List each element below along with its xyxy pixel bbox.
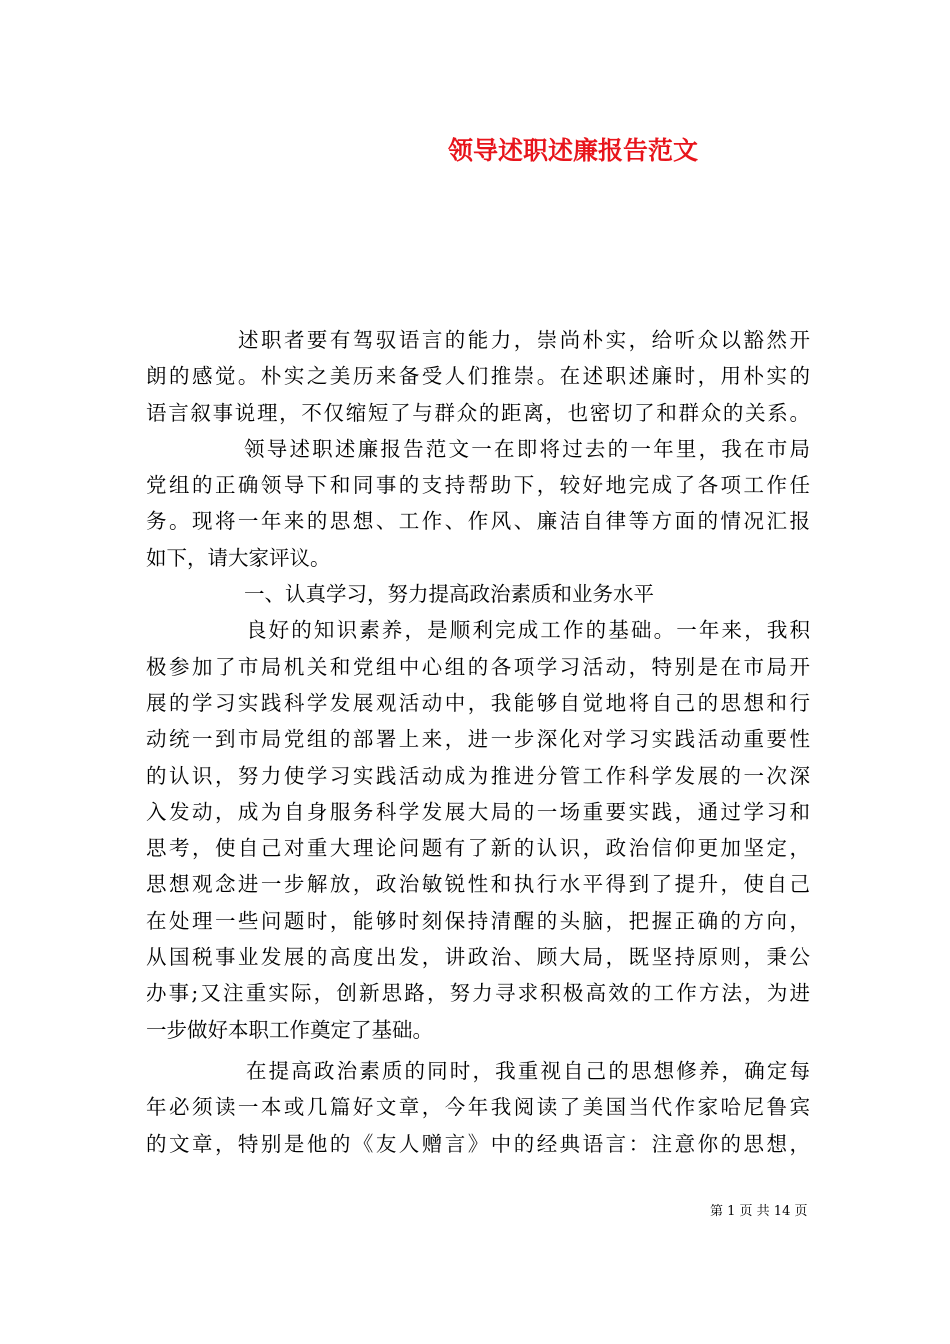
text-line: 动统一到市局党组的部署上来，进一步深化对学习实践活动重要性: [146, 727, 810, 752]
text-line: 在处理一些问题时，能够时刻保持清醒的头脑，把握正确的方向，: [146, 908, 810, 933]
text-line: 一步做好本职工作奠定了基础。: [146, 1017, 433, 1042]
text-line: 务。现将一年来的思想、工作、作风、廉洁自律等方面的情况汇报: [146, 509, 810, 534]
text-line: 思想观念进一步解放，政治敏锐性和执行水平得到了提升，使自己: [146, 872, 810, 897]
text-line: 语言叙事说理，不仅缩短了与群众的距离，也密切了和群众的关系。: [146, 400, 810, 425]
text-line: 年必须读一本或几篇好文章，今年我阅读了美国当代作家哈尼鲁宾: [146, 1095, 810, 1120]
text-line: 良好的知识素养，是顺利完成工作的基础。一年来，我积: [246, 618, 810, 643]
text-line: 极参加了市局机关和党组中心组的各项学习活动，特别是在市局开: [146, 654, 810, 679]
text-line: 朗的感觉。朴实之美历来备受人们推崇。在述职述廉时，用朴实的: [146, 364, 810, 389]
page-footer: 第 1 页 共 14 页: [710, 1204, 808, 1219]
text-line: 党组的正确领导下和同事的支持帮助下，较好地完成了各项工作任: [146, 473, 810, 498]
text-line: 展的学习实践科学发展观活动中，我能够自觉地将自己的思想和行: [146, 690, 810, 715]
text-line: 一、认真学习，努力提高政治素质和业务水平: [244, 582, 654, 607]
text-line: 办事;又注重实际，创新思路，努力寻求积极高效的工作方法，为进: [146, 981, 810, 1006]
text-line: 如下，请大家评议。: [146, 545, 331, 570]
text-line: 从国税事业发展的高度出发，讲政治、顾大局，既坚持原则，秉公: [146, 945, 810, 970]
text-line: 入发动，成为自身服务科学发展大局的一场重要实践，通过学习和: [146, 799, 810, 824]
text-line: 在提高政治素质的同时，我重视自己的思想修养，确定每: [246, 1058, 810, 1083]
document-title: 领导述职述廉报告范文: [448, 136, 699, 165]
text-line: 的文章，特别是他的《友人赠言》中的经典语言：注意你的思想，: [146, 1131, 810, 1156]
text-line: 思考，使自己对重大理论问题有了新的认识，政治信仰更加坚定，: [146, 836, 810, 861]
text-line: 述职者要有驾驭语言的能力，崇尚朴实，给听众以豁然开: [238, 328, 810, 352]
text-line: 的认识，努力使学习实践活动成为推进分管工作科学发展的一次深: [146, 763, 810, 788]
document-body: [146, 322, 810, 1162]
text-line: 领导述职述廉报告范文一在即将过去的一年里，我在市局: [244, 436, 810, 461]
